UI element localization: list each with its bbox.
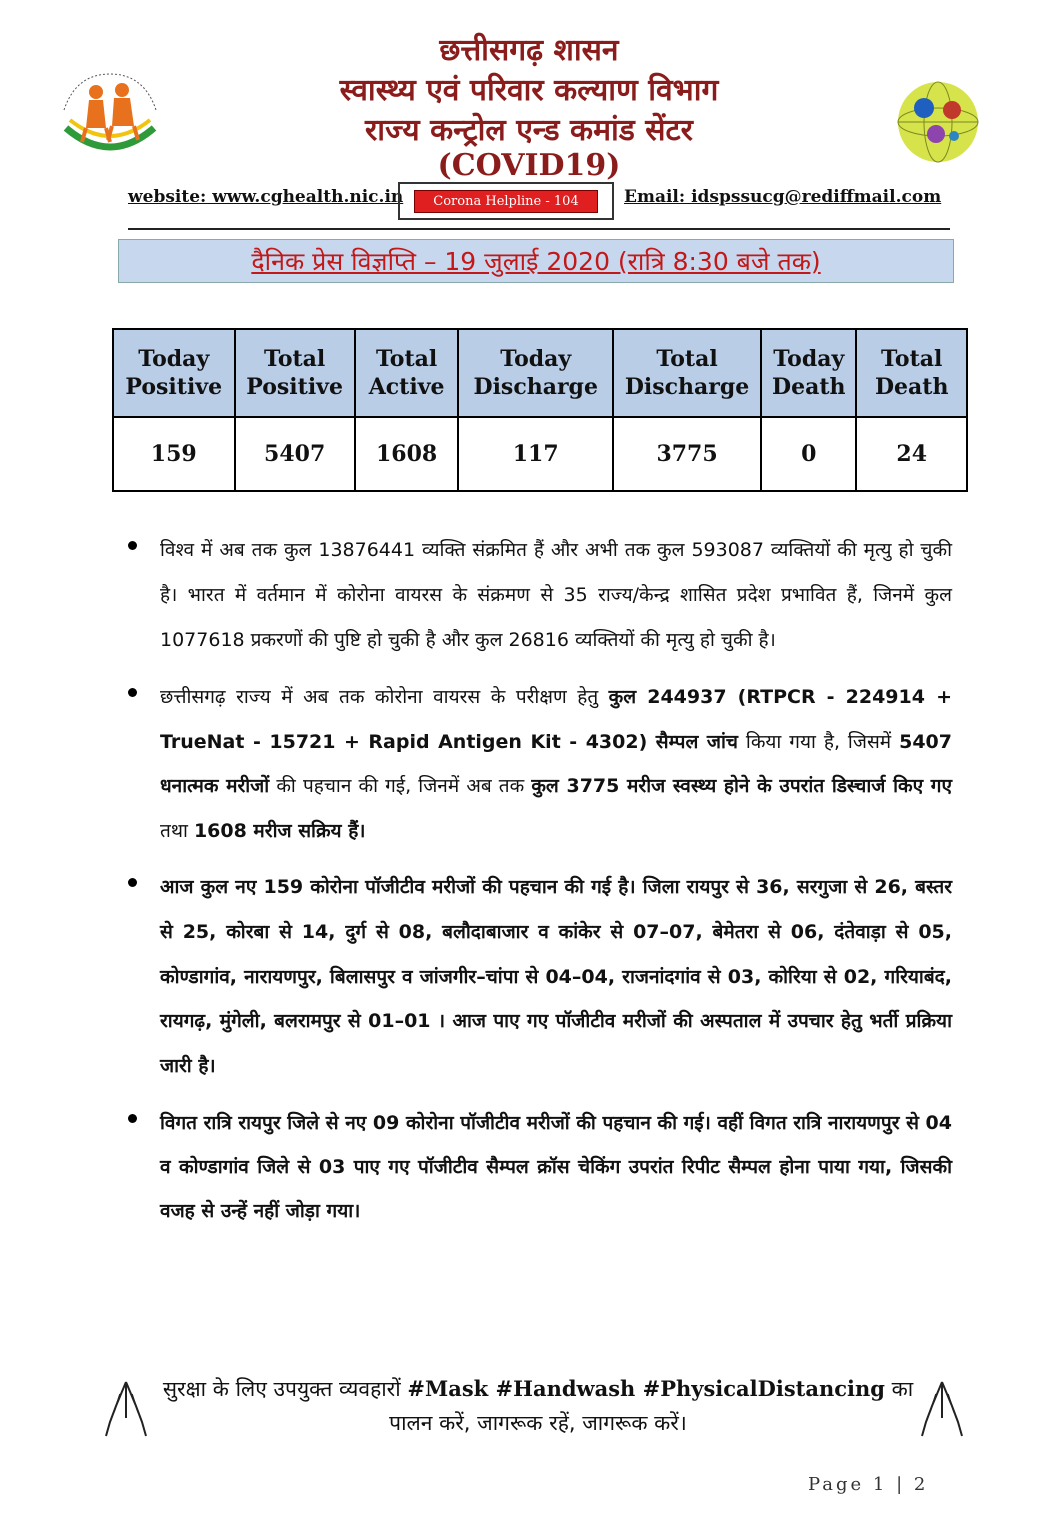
list-item [126, 1101, 952, 1233]
helpline-box [398, 182, 614, 220]
header-today-discharge: Today Discharge [458, 329, 613, 417]
page-number: Page 1 | 2 [808, 1474, 929, 1495]
value-today-death: 0 [761, 417, 856, 491]
value-today-positive: 159 [113, 417, 235, 491]
value-total-death: 24 [856, 417, 967, 491]
header-line-1: छत्तीसगढ़ शासन [439, 33, 619, 68]
helpline-label: Corona Helpline - 104 [414, 190, 597, 213]
safety-message-post: का पालन करें, जागरूक रहें, जागरूक करें। [389, 1377, 914, 1435]
header-today-positive: Today Positive [113, 329, 235, 417]
bullet-text-state-testing: छत्तीसगढ़ राज्य में अब तक कोरोना वायरस के परीक्षण हेतु कुल 244937 (RTPCR - 224914 + TrueNat - 15721 + Rapid Antigen Kit - 4302) सैम्पल जांच किया गया है, जिसमें 5407 धनात्मक मरीजों की पहचान की गई, जिनमें अब तक कुल 3775 मरीज स्वस्थ्य होने के उपरांत डिस्चार्ज किए गए तथा 1608 मरीज सक्रिय हैं। [160, 686, 952, 842]
bullet-text-today-cases: आज कुल नए 159 कोरोना पॉजीटीव मरीजों की पहचान की गई है। जिला रायपुर से 36, सरगुजा से 26, बस्तर से 25, कोरबा से 14, दुर्ग से 08, बलौदाबाजार व कांकेर से 07–07, बेमेतरा से 06, दंतेवाड़ा से 05, कोण्डागांव, नारायणपुर, बिलासपुर व जांजगीर–चांपा से 04–04, राजनांदगांव से 03, कोरिया से 02, गरियाबंद, रायगढ़, मुंगेली, बलरामपुर से 01–01 । आज पाए गए पॉजीटीव मरीजों की अस्पताल में उपचार हेतु भर्ती प्रक्रिया जारी है। [160, 876, 952, 1078]
header-divider [128, 228, 950, 230]
header-line-4: (COVID19) [437, 148, 621, 183]
bullet-text-world: विश्व में अब तक कुल 13876441 व्यक्ति संक्रमित हैं और अभी तक कुल 593087 व्यक्तियों की मृत्यु हो चुकी है। भारत में वर्तमान में कोरोना वायरस के संक्रमण से 35 राज्य/केन्द्र शासित प्रदेश प्रभावित हैं, जिनमें कुल 1077618 प्रकरणों की पुष्टि हो चुकी है और कुल 26816 व्यक्तियों की मृत्यु हो चुकी है। [160, 539, 952, 651]
safety-message [150, 1372, 926, 1440]
bullet-list [126, 528, 952, 1245]
table-header-row [113, 329, 967, 417]
bullet-dot-icon [128, 1114, 137, 1123]
list-item [126, 675, 952, 853]
covid-stats-table [112, 328, 968, 492]
header-total-active: Total Active [355, 329, 459, 417]
email-link[interactable]: Email: idspssucg@rediffmail.com [624, 187, 942, 207]
header-today-death: Today Death [761, 329, 856, 417]
press-release-title: दैनिक प्रेस विज्ञप्ति – 19 जुलाई 2020 (रात्रि 8:30 बजे तक) [251, 247, 821, 276]
bullet-dot-icon [128, 878, 137, 887]
bullet-dot-icon [128, 688, 137, 697]
bullet-dot-icon [128, 541, 137, 550]
value-total-discharge: 3775 [613, 417, 761, 491]
folded-hands-icon [102, 1378, 150, 1440]
list-item [126, 528, 952, 663]
value-total-active: 1608 [355, 417, 459, 491]
value-today-discharge: 117 [458, 417, 613, 491]
header-total-death: Total Death [856, 329, 967, 417]
header-total-discharge: Total Discharge [613, 329, 761, 417]
idsp-globe-logo-icon [888, 78, 988, 166]
bullet-text-last-night: विगत रात्रि रायपुर जिले से नए 09 कोरोना पॉजीटीव मरीजों की पहचान की गई। वहीं विगत रात्रि नारायणपुर से 04 व कोण्डागांव जिले से 03 पाए गए पॉजीटीव सैम्पल क्रॉस चेकिंग उपरांत रिपीट सैम्पल होना पाया गया, जिसकी वजह से उन्हें नहीं जोड़ा गया। [160, 1111, 952, 1222]
list-item [126, 865, 952, 1089]
website-link[interactable]: website: www.cghealth.nic.in [128, 187, 404, 207]
press-release-banner [118, 239, 954, 283]
table-row [113, 417, 967, 491]
header-line-2: स्वास्थ्य एवं परिवार कल्याण विभाग [339, 73, 719, 108]
header-total-positive: Total Positive [235, 329, 355, 417]
header-line-3: राज्य कन्ट्रोल एन्ड कमांड सेंटर [365, 113, 693, 148]
value-total-positive: 5407 [235, 417, 355, 491]
folded-hands-icon [918, 1378, 966, 1440]
safety-message-pre: सुरक्षा के लिए उपयुक्त व्यवहारों [162, 1377, 408, 1401]
safety-hashtags: #Mask #Handwash #PhysicalDistancing [407, 1376, 885, 1401]
